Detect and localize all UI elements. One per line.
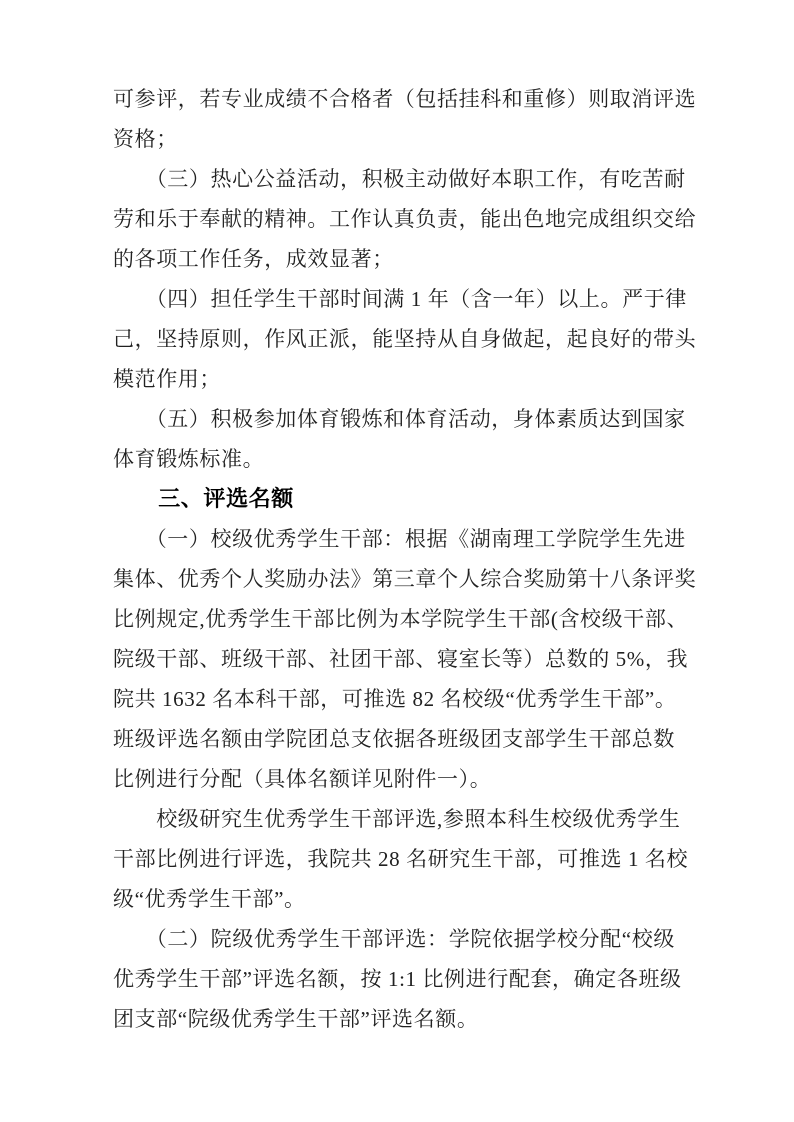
text-content: [113, 79, 697, 1039]
text-line: 优秀学生干部”评选名额，按 1:1 比例进行配套，确定各班级: [113, 967, 682, 991]
text-line: 班级评选名额由学院团总支依据各班级团支部学生干部总数: [113, 727, 675, 751]
text-line: 己，坚持原则，作风正派，能坚持从自身做起，起良好的带头: [113, 327, 697, 351]
text-line: （五）积极参加体育锻炼和体育活动，身体素质达到国家: [113, 407, 686, 431]
text-line: 干部比例进行评选，我院共 28 名研究生干部，可推选 1 名校: [113, 847, 689, 871]
text-line: 团支部“院级优秀学生干部”评选名额。: [113, 1007, 479, 1031]
text-line: 资格；: [113, 127, 178, 151]
text-line: （三）热心公益活动，积极主动做好本职工作，有吃苦耐: [113, 167, 686, 191]
text-line: 体育锻炼标准。: [113, 447, 265, 471]
text-line: （一）校级优秀学生干部：根据《湖南理工学院学生先进: [113, 527, 686, 551]
text-line: 院共 1632 名本科干部，可推选 82 名校级“优秀学生干部”。: [113, 687, 677, 711]
text-line: 校级研究生优秀学生干部评选,参照本科生校级优秀学生: [113, 807, 681, 831]
text-line: 模范作用；: [113, 367, 221, 391]
text-line: 院级干部、班级干部、社团干部、寝室长等）总数的 5%，我: [113, 647, 689, 671]
text-line: 的各项工作任务，成效显著；: [113, 247, 394, 271]
text-line: 可参评，若专业成绩不合格者（包括挂科和重修）则取消评选: [113, 87, 697, 111]
text-line: 比例规定,优秀学生干部比例为本学院学生干部(含校级干部、: [113, 607, 689, 631]
text-line: 集体、优秀个人奖励办法》第三章个人综合奖励第十八条评奖: [113, 567, 697, 591]
text-line: （二）院级优秀学生干部评选：学院依据学校分配“校级: [113, 927, 675, 951]
text-line: 级“优秀学生干部”。: [113, 887, 306, 911]
section-heading: 三、评选名额: [113, 486, 294, 511]
text-line: （四）担任学生干部时间满 1 年（含一年）以上。严于律: [113, 287, 687, 311]
text-line: 比例进行分配（具体名额详见附件一）。: [113, 767, 492, 791]
text-line: 劳和乐于奉献的精神。工作认真负责，能出色地完成组织交给: [113, 207, 697, 231]
